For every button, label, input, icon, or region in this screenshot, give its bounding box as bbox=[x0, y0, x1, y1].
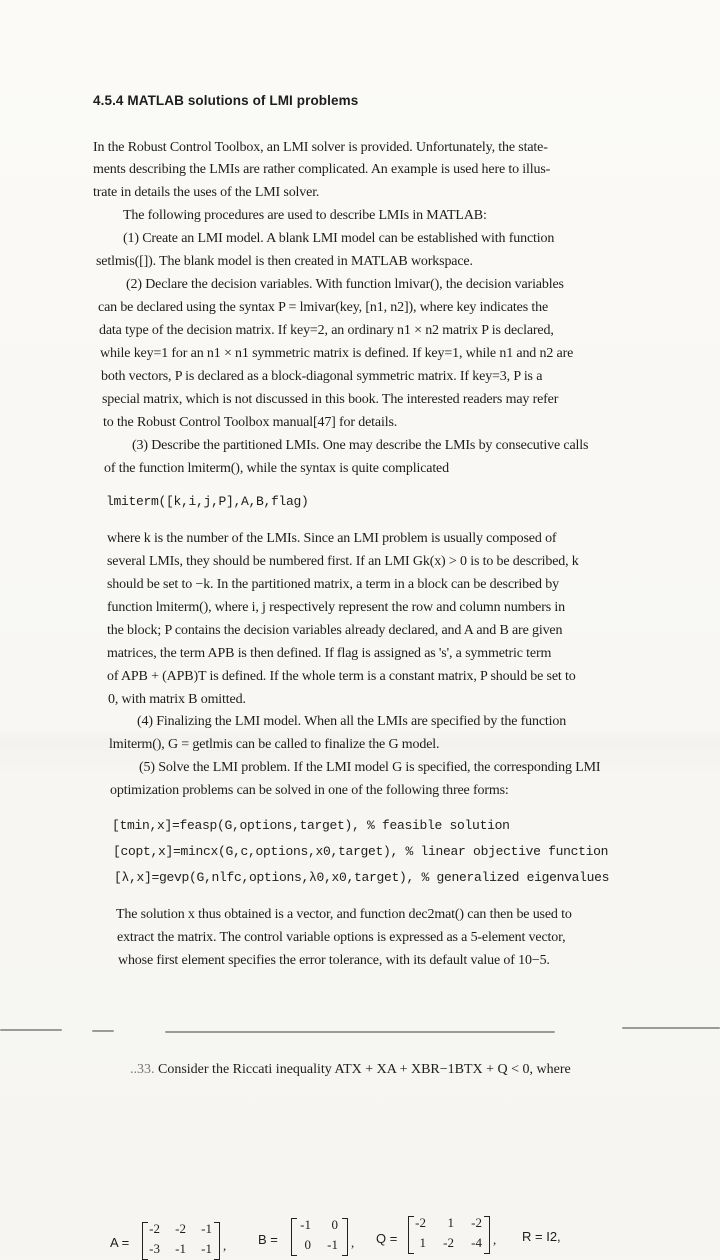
matrix-q-cell: -2 bbox=[443, 1235, 454, 1250]
exercise-matrices: A = -2 -2 -1 -3 -1 -1 , B = -1 0 0 -1 , Q = -2 1 -2 1 -2 -4 , R = I2, bbox=[110, 1090, 710, 1256]
matrix-q-cell: 1 bbox=[419, 1235, 426, 1250]
exercise-text: Consider the Riccati inequality ATX + XA + XBR−1BTX + Q < 0, where bbox=[158, 1062, 571, 1077]
text-line: can be declared using the syntax P = lmivar(key, [n1, n2]), where key indicates the bbox=[98, 300, 549, 315]
text-line: trate in details the uses of the LMI solver. bbox=[93, 185, 320, 200]
page-edge-line bbox=[0, 1029, 62, 1031]
text-line: (1) Create an LMI model. A blank LMI model can be established with function bbox=[123, 231, 555, 246]
matrix-r-definition: R = I2, bbox=[522, 1229, 561, 1244]
matrix-q-bracket-right bbox=[484, 1216, 490, 1254]
text-line: should be set to −k. In the partitioned matrix, a term in a block can be described by bbox=[107, 577, 559, 592]
section-heading bbox=[93, 93, 358, 108]
code-lmiterm-syntax: lmiterm([k,i,j,P],A,B,flag) bbox=[106, 494, 309, 509]
text-line: function lmiterm(), where i, j respectively represent the row and column numbers in bbox=[107, 600, 565, 615]
text-line: ments describing the LMIs are rather complicated. An example is used here to illus- bbox=[93, 162, 551, 177]
matrix-b-bracket-right bbox=[342, 1218, 348, 1256]
text-line: (4) Finalizing the LMI model. When all the LMIs are specified by the function bbox=[137, 714, 567, 729]
page-edge-line bbox=[92, 1030, 114, 1032]
text-line: The following procedures are used to describe LMIs in MATLAB: bbox=[123, 208, 487, 223]
text-line: whose first element specifies the error tolerance, with its default value of 10−5. bbox=[118, 953, 550, 968]
text-line: special matrix, which is not discussed in this book. The interested readers may refer bbox=[102, 392, 559, 407]
matrix-a-cell: -3 bbox=[149, 1241, 160, 1256]
exercise-marker: ..33. bbox=[130, 1062, 155, 1077]
text-line: lmiterm(), G = getlmis can be called to finalize the G model. bbox=[109, 737, 440, 752]
text-line: to the Robust Control Toolbox manual[47] for details. bbox=[103, 415, 398, 430]
matrix-q-cell: 1 bbox=[447, 1215, 454, 1230]
text-line: In the Robust Control Toolbox, an LMI solver is provided. Unfortunately, the state- bbox=[93, 140, 548, 155]
matrix-a-cell: -1 bbox=[201, 1241, 212, 1256]
text-line: (5) Solve the LMI problem. If the LMI model G is specified, the corresponding LMI bbox=[139, 760, 601, 775]
text-line: data type of the decision matrix. If key=2, an ordinary n1 × n2 matrix P is declared, bbox=[99, 323, 554, 338]
matrix-q-cell: -4 bbox=[471, 1235, 482, 1250]
text-line: 0, with matrix B omitted. bbox=[108, 692, 246, 707]
matrix-b-cell: 0 bbox=[304, 1237, 311, 1252]
matrix-q-label: Q = bbox=[376, 1231, 398, 1246]
matrix-b-label: B = bbox=[258, 1232, 278, 1247]
exercise-statement bbox=[130, 1062, 571, 1078]
matrix-a-label: A = bbox=[110, 1235, 130, 1250]
text-line: extract the matrix. The control variable options is expressed as a 5-element vector, bbox=[117, 930, 566, 945]
matrix-b-cell: -1 bbox=[300, 1217, 311, 1232]
text-line: both vectors, P is declared as a block-diagonal symmetric matrix. If key=3, P is a bbox=[101, 369, 543, 384]
text-line: optimization problems can be solved in one of the following three forms: bbox=[110, 783, 509, 798]
text-line: of APB + (APB)T is defined. If the whole term is a constant matrix, P should be set to bbox=[107, 669, 576, 684]
section-number: 4.5.4 bbox=[93, 93, 124, 108]
text-line: setlmis([]). The blank model is then created in MATLAB workspace. bbox=[96, 254, 473, 269]
text-line: several LMIs, they should be numbered first. If an LMI Gk(x) > 0 is to be described, k bbox=[107, 554, 579, 569]
text-line: of the function lmiterm(), while the syntax is quite complicated bbox=[104, 461, 449, 476]
matrix-b-cell: 0 bbox=[331, 1217, 338, 1232]
text-line: (3) Describe the partitioned LMIs. One may describe the LMIs by consecutive calls bbox=[132, 438, 589, 453]
page-edge-line bbox=[165, 1031, 555, 1033]
matrix-a-bracket-right bbox=[214, 1222, 220, 1260]
matrix-a-cell: -1 bbox=[175, 1241, 186, 1256]
text-line: where k is the number of the LMIs. Since an LMI problem is usually composed of bbox=[107, 531, 557, 546]
matrix-a-cell: -2 bbox=[175, 1221, 186, 1236]
text-line: The solution x thus obtained is a vector, and function dec2mat() can then be used to bbox=[116, 907, 572, 922]
code-mincx: [copt,x]=mincx(G,c,options,x0,target), % linear objective function bbox=[113, 844, 609, 859]
text-line: the block; P contains the decision variables already declared, and A and B are given bbox=[107, 623, 563, 638]
text-line: while key=1 for an n1 × n1 symmetric matrix is defined. If key=1, while n1 and n2 are bbox=[100, 346, 574, 361]
matrix-q-cell: -2 bbox=[471, 1215, 482, 1230]
matrix-a-cell: -2 bbox=[149, 1221, 160, 1236]
section-title: MATLAB solutions of LMI problems bbox=[127, 93, 359, 108]
matrix-b-cell: -1 bbox=[327, 1237, 338, 1252]
code-feasp: [tmin,x]=feasp(G,options,target), % feasible solution bbox=[112, 818, 510, 833]
code-gevp: [λ,x]=gevp(G,nlfc,options,λ0,x0,target), % generalized eigenvalues bbox=[114, 870, 610, 885]
matrix-a-cell: -1 bbox=[201, 1221, 212, 1236]
text-line: matrices, the term APB is then defined. If flag is assigned as 's', a symmetric term bbox=[107, 646, 552, 661]
page-edge-line bbox=[622, 1027, 720, 1029]
matrix-q-cell: -2 bbox=[415, 1215, 426, 1230]
text-line: (2) Declare the decision variables. With function lmivar(), the decision variables bbox=[126, 277, 564, 292]
